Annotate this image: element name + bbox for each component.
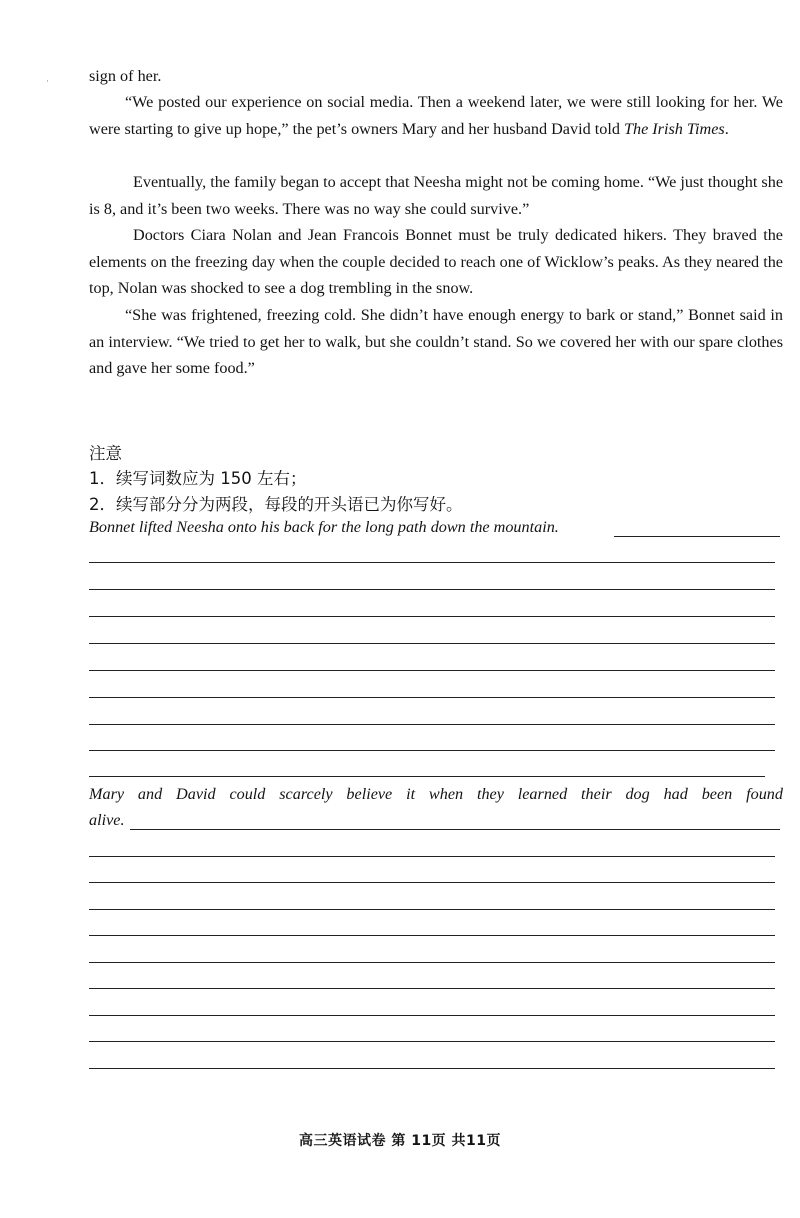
scan-dot: · — [46, 76, 49, 86]
writing-line[interactable] — [89, 776, 765, 777]
passage-paragraph-4: “She was frightened, freezing cold. She didn’t have enough energy to bark or stand,” Bonnet said in an interview. “We tried to get her to walk, but she couldn’t stand. So we covered her with our spare clothes and gave her some food.” — [89, 306, 783, 377]
passage-paragraph-2: Eventually, the family began to accept that Neesha might not be coming home. “We just thought she is 8, and it’s been two weeks. There was no way she could survive.” — [89, 173, 783, 218]
writing-line[interactable] — [89, 1041, 775, 1042]
writing-line[interactable] — [89, 589, 775, 590]
writing-line[interactable] — [89, 988, 775, 989]
notice-item-2: 2．续写部分分为两段，每段的开头语已为你写好。 — [89, 495, 463, 514]
writing-line[interactable] — [89, 750, 775, 751]
passage-paragraph-1 — [89, 89, 783, 142]
paragraph-1-opening: Bonnet lifted Neesha onto his back for the long path down the mountain. — [89, 518, 559, 536]
passage-paragraph-0: sign of her. — [89, 67, 162, 85]
writing-line[interactable] — [89, 909, 775, 910]
writing-line[interactable] — [89, 724, 775, 725]
writing-line[interactable] — [89, 670, 775, 671]
writing-line[interactable] — [89, 643, 775, 644]
writing-line[interactable] — [89, 962, 775, 963]
newspaper-title: The Irish Times — [623, 119, 725, 138]
paragraph-2-opening-end: alive. — [89, 811, 125, 829]
passage-paragraph-1-text: “We posted our experience on social media. Then a weekend later, we were still looking for her. We were starting to give up hope,” the pet’s owners Mary and her husband David told — [89, 93, 783, 138]
writing-line[interactable] — [89, 1015, 775, 1016]
writing-line[interactable] — [89, 856, 775, 857]
writing-line[interactable] — [89, 562, 775, 563]
passage-paragraph-3: Doctors Ciara Nolan and Jean Francois Bonnet must be truly dedicated hikers. They braved the elements on the freezing day when the couple decided to reach one of Wicklow’s peaks. As they neared the top, Nolan was shocked to see a dog trembling in the snow. — [89, 226, 783, 297]
writing-line[interactable] — [89, 616, 775, 617]
notice-item-1: 1．续写词数应为 150 左右； — [89, 469, 307, 488]
writing-line[interactable] — [89, 1068, 775, 1069]
writing-line[interactable] — [130, 829, 780, 830]
writing-line[interactable] — [614, 536, 780, 537]
passage-paragraph-1-end: . — [724, 119, 729, 138]
writing-line[interactable] — [89, 882, 775, 883]
page-footer: 高三英语试卷 第 11页 共11页 — [298, 1133, 502, 1149]
paragraph-2-opening: Mary and David could scarcely believe it when they learned their dog had been found — [89, 785, 783, 803]
writing-line[interactable] — [89, 697, 775, 698]
notice-title: 注意 — [89, 444, 122, 463]
writing-line[interactable] — [89, 935, 775, 936]
